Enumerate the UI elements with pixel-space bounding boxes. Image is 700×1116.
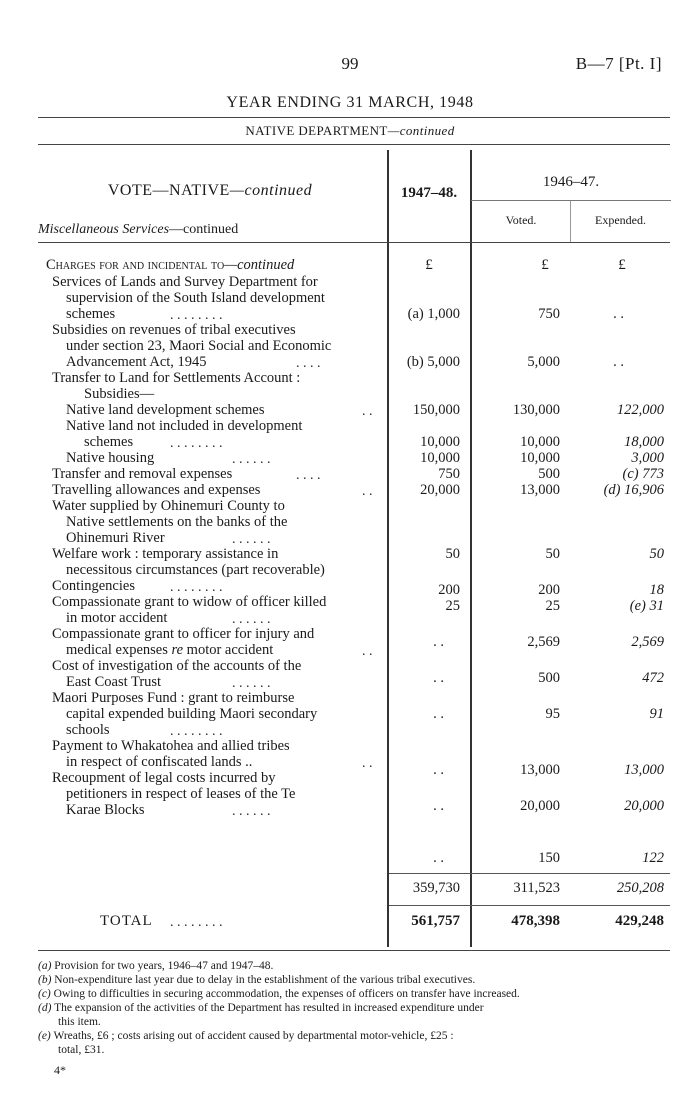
value-voted: 2,569 xyxy=(527,634,560,650)
value-1947: 20,000 xyxy=(420,482,460,498)
page-number: 99 xyxy=(341,54,359,73)
leader-dots: . . . . . . xyxy=(232,532,271,547)
value-expended: 472 xyxy=(642,670,664,686)
leader-dots: . . . . . . . . xyxy=(170,724,223,739)
value-1947: . . xyxy=(433,798,444,814)
desc-line: Payment to Whakatohea and allied tribes xyxy=(52,738,290,754)
desc-line: Recoupment of legal costs incurred by xyxy=(52,770,276,786)
footnote-mark: (d) xyxy=(38,1002,52,1014)
vote-title-main: VOTE—NATIVE xyxy=(107,182,230,199)
desc-line: Native land development schemes xyxy=(66,402,265,418)
rule-top xyxy=(38,117,670,118)
leader-dots: . . . . . . xyxy=(232,676,271,691)
rule-bottom xyxy=(38,950,670,951)
department-title xyxy=(0,123,700,139)
column-divider-2 xyxy=(470,150,472,947)
value-voted: 150 xyxy=(538,850,560,866)
vote-title xyxy=(40,182,380,200)
desc-line: Ohinemuri River xyxy=(66,530,165,546)
desc-line: Native housing xyxy=(66,450,155,466)
desc-line: Karae Blocks xyxy=(66,802,145,818)
desc-line: Compassionate grant to officer for injury and xyxy=(52,626,315,642)
desc-line: necessitous circumstances (part recoverable) xyxy=(66,562,325,578)
value-1947: 750 xyxy=(438,466,460,482)
value-1947: . . xyxy=(433,670,444,686)
footnote-text: Provision for two years, 1946–47 and 1947–48. xyxy=(54,960,274,972)
value-1947: 200 xyxy=(438,582,460,598)
year-title: YEAR ENDING 31 MARCH, 1948 xyxy=(226,94,474,111)
value-expended: 122,000 xyxy=(616,402,664,418)
footnote-d-continued: this item. xyxy=(58,1016,101,1028)
rule-under-header xyxy=(38,242,670,243)
value-expended: 18 xyxy=(649,582,664,598)
leader-dots: . . . . . . xyxy=(232,452,271,467)
desc-line: Transfer and removal expenses xyxy=(52,466,233,482)
desc-line: Maori Purposes Fund : grant to reimburse xyxy=(52,690,295,706)
desc-line: Water supplied by Ohinemuri County to xyxy=(52,498,285,514)
currency-1947: £ xyxy=(425,257,433,273)
leader-dots: . . xyxy=(362,484,373,499)
desc-line: Travelling allowances and expenses xyxy=(52,482,261,498)
desc-line: Native land not included in development xyxy=(66,418,303,434)
value-expended: 20,000 xyxy=(624,798,664,814)
value-expended: 50 xyxy=(649,546,664,562)
value-1947: . . xyxy=(433,762,444,778)
col-header-voted: Voted. xyxy=(505,213,537,227)
desc-line: schemes xyxy=(84,434,134,450)
section-heading-text: Charges for and incidental to xyxy=(46,257,225,273)
footnote-b xyxy=(38,974,475,987)
footnote-a xyxy=(38,960,273,973)
value-voted: 500 xyxy=(538,466,560,482)
rule-under-dept xyxy=(38,144,670,145)
footnote-c xyxy=(38,988,520,1001)
document-code: B—7 [Pt. I] xyxy=(575,54,662,73)
value-voted: 5,000 xyxy=(527,354,560,370)
value-voted: 200 xyxy=(538,582,560,598)
col-header-1946: 1946–47. xyxy=(542,174,600,190)
value-1947: (b) 5,000 xyxy=(406,354,460,370)
subtotal-voted: 311,523 xyxy=(513,880,560,896)
total-label: TOTAL xyxy=(100,913,153,929)
leader-dots: . . . . . . . . xyxy=(170,915,223,930)
desc-line: Subsidies— xyxy=(84,386,155,402)
value-1947: . . xyxy=(433,850,444,866)
subtotal-expended: 250,208 xyxy=(616,880,664,896)
value-voted: 750 xyxy=(538,306,560,322)
desc-line: Advancement Act, 1945 xyxy=(66,354,207,370)
footnote-d xyxy=(38,1002,484,1015)
footnote-text: Wreaths, £6 ; costs arising out of accident caused by departmental motor-vehicle, £25 : xyxy=(53,1030,454,1042)
leader-dots: . . . . . . . . xyxy=(170,580,223,595)
value-1947: 150,000 xyxy=(412,402,460,418)
desc-line: East Coast Trust xyxy=(66,674,162,690)
desc-line: Native settlements on the banks of the xyxy=(66,514,288,530)
value-voted: 500 xyxy=(538,670,560,686)
value-expended: . . xyxy=(613,354,624,370)
desc-line: Compassionate grant to widow of officer killed xyxy=(52,594,327,610)
desc-line: Subsidies on revenues of tribal executives xyxy=(52,322,296,338)
department-name: NATIVE DEPARTMENT xyxy=(245,123,388,138)
leader-dots: . . . . xyxy=(296,468,321,483)
total-expended: 429,248 xyxy=(615,913,664,929)
leader-dots: . . . . . . . . xyxy=(170,436,223,451)
col-header-expended: Expended. xyxy=(595,213,646,227)
footnote-text: The expansion of the activities of the Department has resulted in increased expenditure under xyxy=(54,1002,484,1014)
value-voted: 50 xyxy=(545,546,560,562)
total-voted: 478,398 xyxy=(511,913,560,929)
desc-line: schemes xyxy=(66,306,116,322)
signature-mark: 4* xyxy=(54,1063,66,1077)
value-1947: (a) 1,000 xyxy=(407,306,460,322)
desc-fragment: medical expenses xyxy=(66,642,172,658)
value-expended: 3,000 xyxy=(631,450,664,466)
value-1947: 10,000 xyxy=(420,450,460,466)
col-header-1947: 1947–48. xyxy=(400,185,458,201)
value-expended: 18,000 xyxy=(624,434,664,450)
footnote-mark: (b) xyxy=(38,974,52,986)
desc-line xyxy=(66,642,273,658)
rule-1946-split xyxy=(471,200,671,201)
value-expended: 122 xyxy=(642,850,664,866)
value-1947: 10,000 xyxy=(420,434,460,450)
value-voted: 10,000 xyxy=(520,450,560,466)
leader-dots: . . . . . . xyxy=(232,804,271,819)
value-expended: 91 xyxy=(649,706,664,722)
vote-title-continued: —continued xyxy=(229,182,313,199)
value-expended: (d) 16,906 xyxy=(603,482,664,498)
value-voted: 95 xyxy=(545,706,560,722)
desc-line: Transfer to Land for Settlements Account : xyxy=(52,370,301,386)
value-voted: 10,000 xyxy=(520,434,560,450)
footnote-text: Owing to difficulties in securing accommodation, the expenses of officers on transfer have increased. xyxy=(53,988,520,1000)
desc-line: Cost of investigation of the accounts of the xyxy=(52,658,302,674)
footnote-mark: (e) xyxy=(38,1030,51,1042)
desc-line: Contingencies xyxy=(52,578,135,594)
desc-line: petitioners in respect of leases of the Te xyxy=(66,786,296,802)
leader-dots: . . xyxy=(362,404,373,419)
desc-line: supervision of the South Island development xyxy=(66,290,325,306)
total-1947: 561,757 xyxy=(411,913,460,929)
value-1947: 50 xyxy=(445,546,460,562)
footnote-text: Non-expenditure last year due to delay in the establishment of the various tribal executives. xyxy=(54,974,476,986)
desc-fragment-italic: re xyxy=(171,642,184,658)
currency-expended: £ xyxy=(618,257,626,273)
rule-subtotal xyxy=(389,873,670,874)
leader-dots: . . . . xyxy=(296,356,321,371)
value-1947: . . xyxy=(433,634,444,650)
currency-voted: £ xyxy=(541,257,549,273)
value-voted: 25 xyxy=(545,598,560,614)
value-1947: 25 xyxy=(445,598,460,614)
desc-line: in motor accident xyxy=(66,610,168,626)
misc-services-continued: —continued xyxy=(169,222,239,237)
value-1947: . . xyxy=(433,706,444,722)
desc-line: Services of Lands and Survey Department for xyxy=(52,274,318,290)
leader-dots: . . xyxy=(362,756,373,771)
value-voted: 13,000 xyxy=(520,482,560,498)
value-voted: 13,000 xyxy=(520,762,560,778)
value-voted: 130,000 xyxy=(512,402,560,418)
misc-services-heading xyxy=(38,222,238,238)
desc-line: capital expended building Maori secondary xyxy=(66,706,318,722)
footnote-e xyxy=(38,1030,454,1043)
leader-dots: . . . . . . xyxy=(232,612,271,627)
leader-dots: . . xyxy=(362,644,373,659)
desc-fragment: motor accident xyxy=(183,642,274,658)
value-voted: 20,000 xyxy=(520,798,560,814)
desc-line: schools xyxy=(66,722,110,738)
footnote-mark: (c) xyxy=(38,988,51,1000)
subtotal-1947: 359,730 xyxy=(412,880,460,896)
value-expended: (c) 773 xyxy=(622,466,664,482)
leader-dots: . . . . . . . . xyxy=(170,308,223,323)
value-expended: . . xyxy=(613,306,624,322)
desc-line: in respect of confiscated lands .. xyxy=(66,754,253,770)
section-heading-continued: —continued xyxy=(224,257,295,273)
section-heading xyxy=(46,257,294,274)
footnote-mark: (a) xyxy=(38,960,52,972)
rule-total xyxy=(389,905,670,906)
desc-line: under section 23, Maori Social and Economic xyxy=(66,338,332,354)
value-expended: (e) 31 xyxy=(629,598,664,614)
footnote-e-continued: total, £31. xyxy=(58,1044,105,1056)
desc-line: Welfare work : temporary assistance in xyxy=(52,546,279,562)
value-expended: 13,000 xyxy=(624,762,664,778)
value-expended: 2,569 xyxy=(631,634,664,650)
department-continued: —continued xyxy=(387,123,455,138)
misc-services-italic: Miscellaneous Services xyxy=(38,222,170,237)
